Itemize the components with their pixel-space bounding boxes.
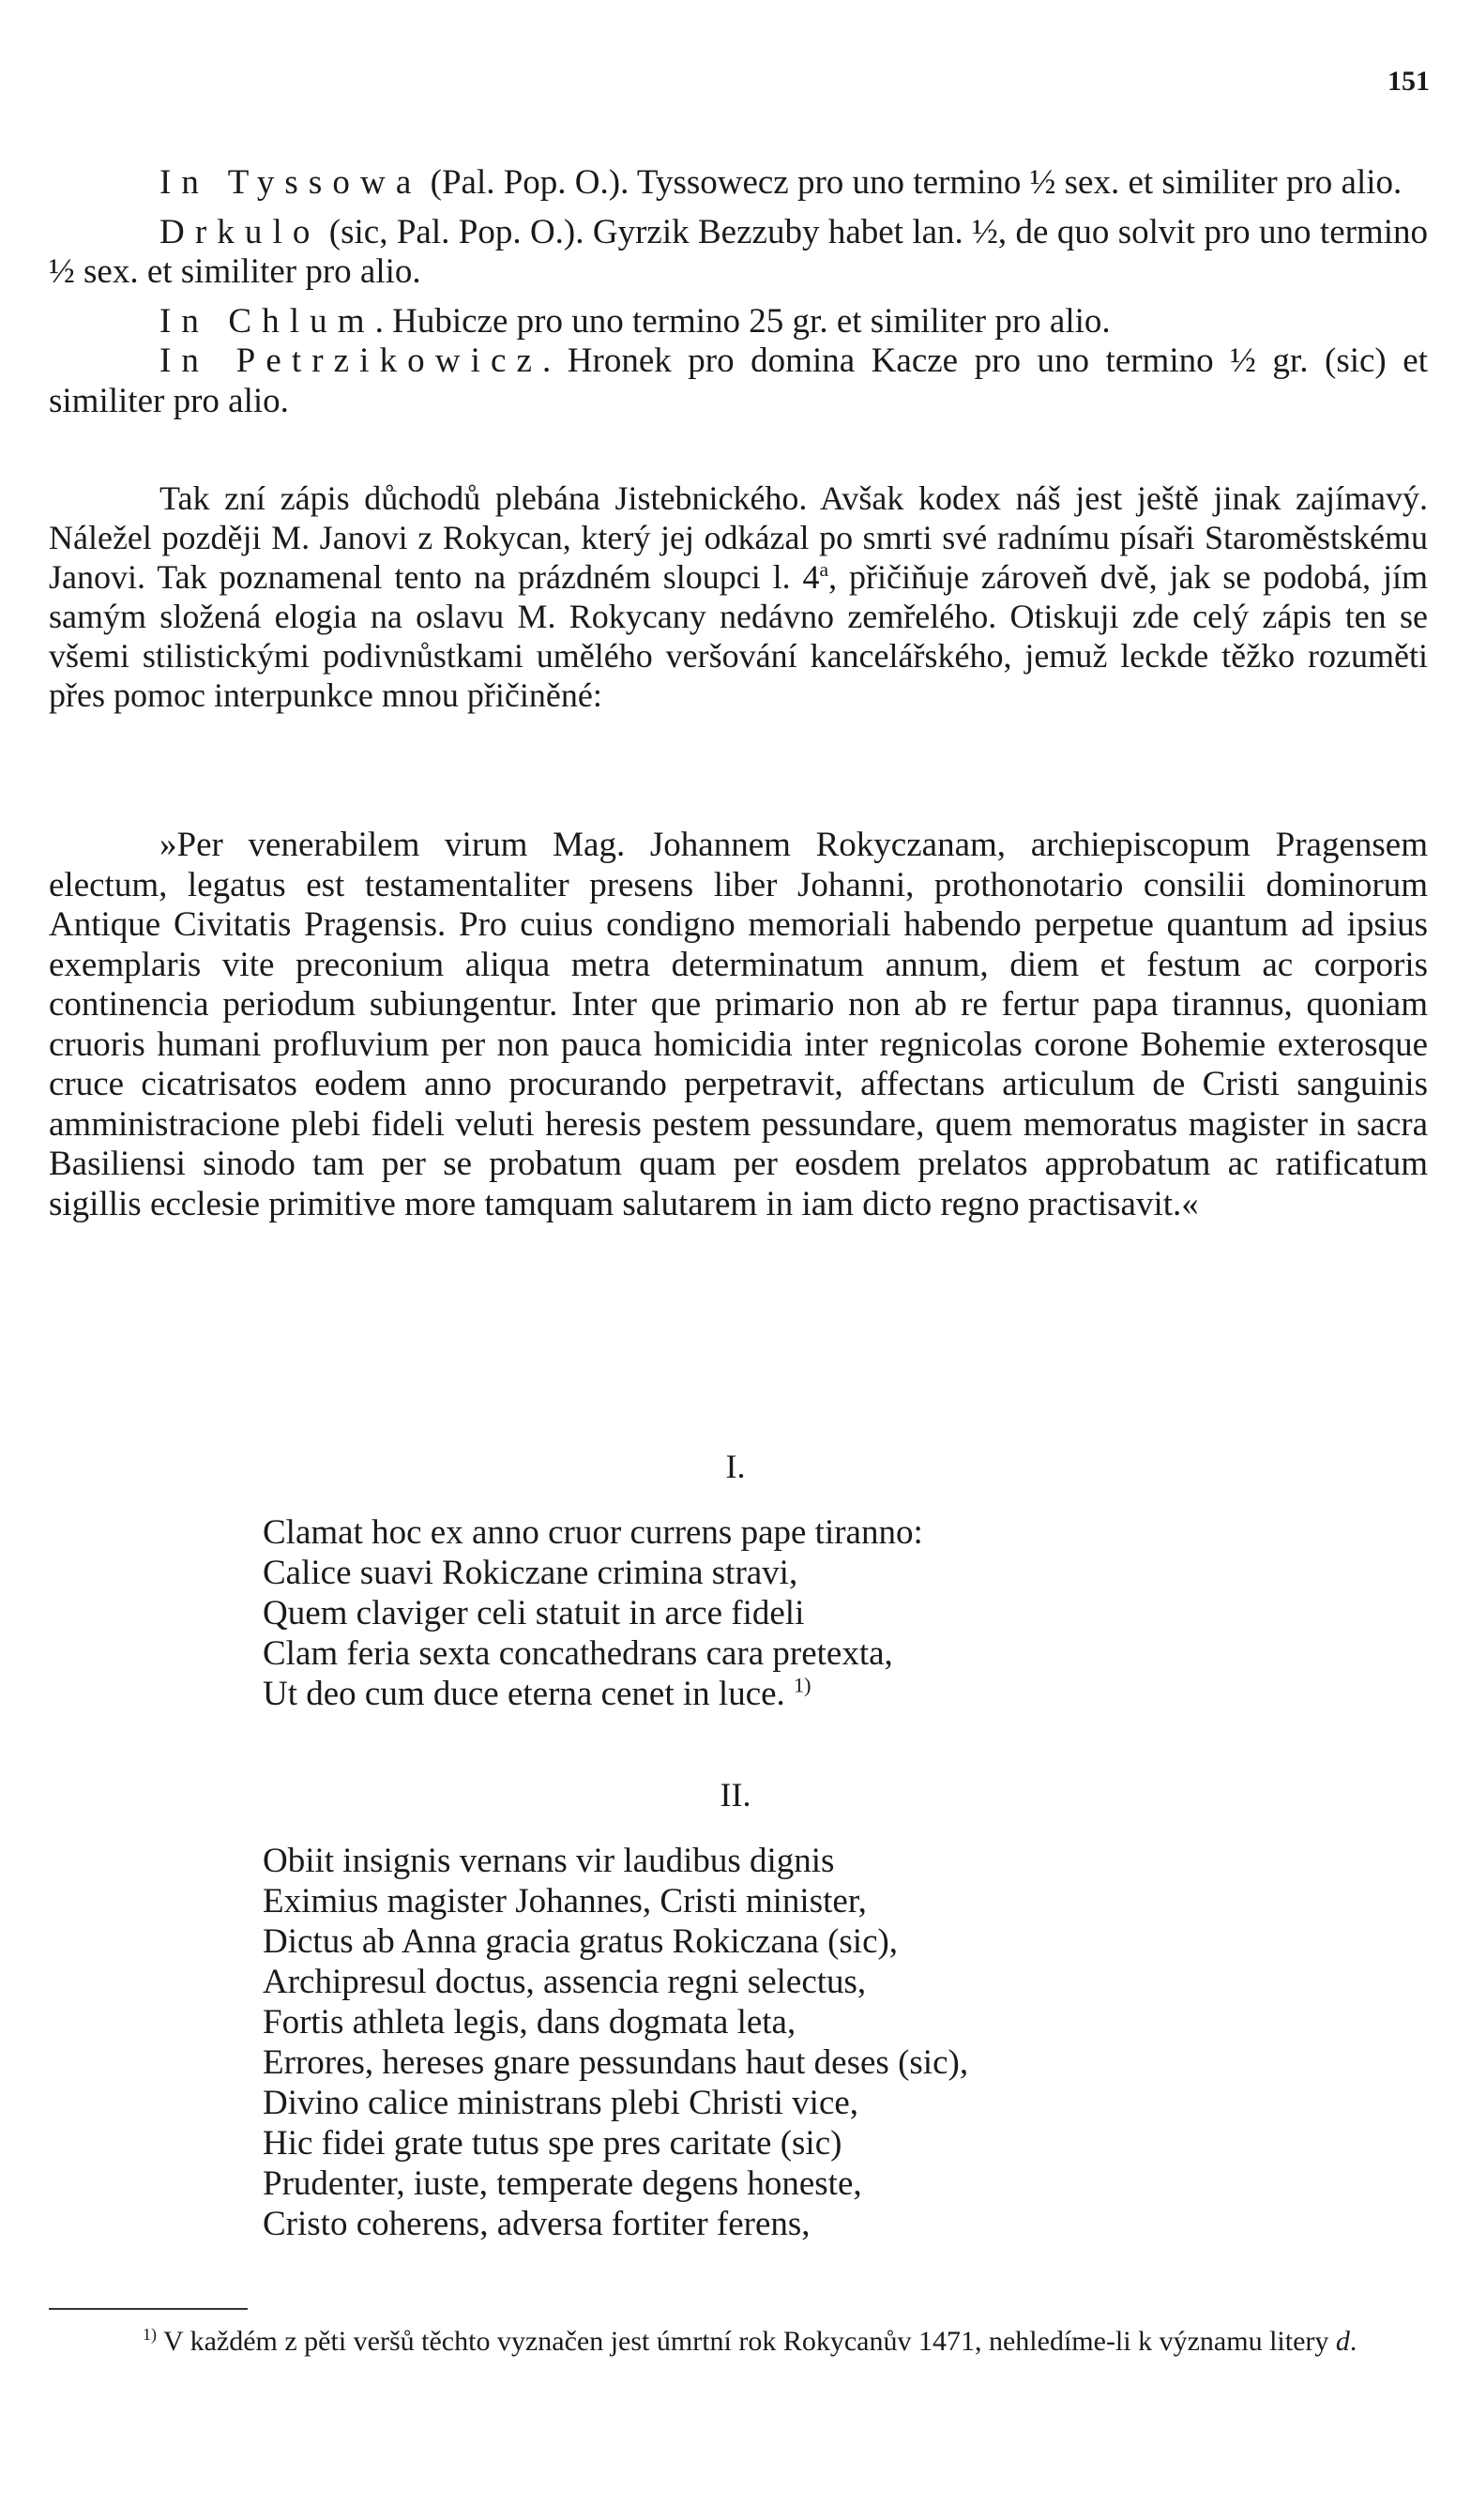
section-heading-2: II. bbox=[720, 1776, 751, 1814]
verse-line: Dictus ab Anna gracia gratus Rokiczana (sic), bbox=[263, 1922, 899, 1961]
verse-line-text: Ut deo cum duce eterna cenet in luce. bbox=[263, 1675, 785, 1713]
entry-text: (Pal. Pop. O.). Tyssowecz pro uno termino ½ sex. et similiter pro alio. bbox=[421, 163, 1403, 202]
footnote-letter: d bbox=[1335, 2326, 1350, 2357]
entry-chlum bbox=[49, 302, 1428, 342]
footnote-text-part2: . bbox=[1349, 2326, 1357, 2357]
entry-drkulo bbox=[49, 213, 1428, 293]
czech-paragraph bbox=[49, 478, 1428, 715]
verse-line: Clamat hoc ex anno cruor currens pape tiranno: bbox=[263, 1513, 923, 1552]
footnote bbox=[49, 2325, 1428, 2359]
entry-place: In Petrzikowicz bbox=[159, 342, 543, 380]
entry-text: (sic, Pal. Pop. O.). Gyrzik Bezzuby habet lan. ½, de quo solvit pro uno termino ½ sex. et similiter pro alio. bbox=[49, 212, 1428, 291]
verse-line: Fortis athleta legis, dans dogmata leta, bbox=[263, 2003, 796, 2042]
entries-block bbox=[49, 163, 1428, 421]
verse-line: Obiit insignis vernans vir laudibus dignis bbox=[263, 1842, 835, 1880]
verse-section-2 bbox=[263, 1841, 968, 2244]
footnote-text bbox=[49, 2325, 1428, 2359]
section-heading-1: I. bbox=[725, 1448, 746, 1485]
entry-tyssowa bbox=[49, 163, 1428, 204]
entry-petrzikowicz bbox=[49, 342, 1428, 421]
entry-text: . Hubicze pro uno termino 25 gr. et similiter pro alio. bbox=[374, 301, 1111, 341]
footnote-divider bbox=[49, 2308, 248, 2310]
verse-line-last bbox=[263, 1674, 923, 1714]
entry-text: . Hronek pro domina Kacze pro uno termino ½ gr. (sic) et similiter pro alio. bbox=[49, 342, 1428, 420]
verse-line: Calice suavi Rokiczane crimina stravi, bbox=[263, 1554, 798, 1592]
footnote-text-part1: V každém z pěti veršů těchto vyznačen jest úmrtní rok Rokycanův 1471, nehledíme-li k významu litery bbox=[157, 2326, 1336, 2357]
verse-line: Archipresul doctus, assencia regni selectus, bbox=[263, 1963, 867, 2001]
czech-text-part2: , přičiňuje zároveň dvě, jak se podobá, jím samým složená elogia na oslavu M. Rokycany nedávno zemřelého. Otiskuji zde celý zápis ten se všemi stilistickými podivnůstkami umělého veršování kancelářského, jemuž leckde těžko rozuměti přes pomoc interpunkce mnou přičiněné: bbox=[49, 558, 1428, 714]
verse-section-1 bbox=[263, 1512, 923, 1714]
folio-superscript: a bbox=[819, 558, 829, 581]
footnote-marker: 1) bbox=[143, 2325, 157, 2344]
latin-paragraph: »Per venerabilem virum Mag. Johannem Rokyczanam, archiepiscopum Pragensem electum, legatus est testamentaliter presens liber Johanni, prothonotario consilii dominorum Antique Civitatis Pragensis. Pro cuius condigno memoriali habendo perpetue quantum ad ipsius exemplaris vite preconium aliqua metra determinatum annum, diem et festum ac corporis continencia periodum subiungentur. Inter que primario non ab re fertur papa tirannus, quoniam cruoris humani profluvium per non pauca homicidia inter regnicolas corone Bohemie exterosque cruce cicatrisatos eodem anno procurando perpetravit, affectans articulum de Cristi sanguinis amministracione plebi fideli veluti heresis pestem pessundare, quem memoratus magister in sacra Basiliensi sinodo tam per se probatum quam per eosdem prelatos approbatum ac ratificatum sigillis ecclesie primitive more tamquam salutarem in iam dicto regno practisavit.« bbox=[49, 826, 1428, 1223]
entry-place: In Chlum bbox=[159, 301, 375, 341]
verse-line: Cristo coherens, adversa fortiter ferens, bbox=[263, 2205, 811, 2243]
entry-place: In Tyssowa bbox=[159, 163, 422, 202]
verse-line: Clam feria sexta concathedrans cara pretexta, bbox=[263, 1634, 893, 1673]
verse-line: Eximius magister Johannes, Cristi minister, bbox=[263, 1882, 867, 1920]
verse-line: Divino calice ministrans plebi Christi vice, bbox=[263, 2084, 859, 2122]
verse-line: Hic fidei grate tutus spe pres caritate (sic) bbox=[263, 2124, 842, 2163]
czech-paragraph-block bbox=[49, 478, 1428, 715]
verse-line: Quem claviger celi statuit in arce fideli bbox=[263, 1594, 805, 1632]
czech-text-part1: Tak zní zápis důchodů plebána Jistebnického. Avšak kodex náš jest ještě jinak zajímavý. Náležel později M. Janovi z Rokycan, který jej odkázal po smrti své radnímu písaři Staroměstskému Janovi. Tak poznamenal tento na prázdném sloupci l. 4 bbox=[49, 479, 1428, 596]
footnote-reference: 1) bbox=[794, 1673, 811, 1697]
latin-paragraph-block bbox=[49, 826, 1428, 1224]
entry-place: Drkulo bbox=[159, 212, 321, 251]
page-number: 151 bbox=[1388, 66, 1430, 97]
verse-line: Errores, hereses gnare pessundans haut deses (sic), bbox=[263, 2043, 969, 2082]
verse-line: Prudenter, iuste, temperate degens honeste, bbox=[263, 2164, 862, 2203]
